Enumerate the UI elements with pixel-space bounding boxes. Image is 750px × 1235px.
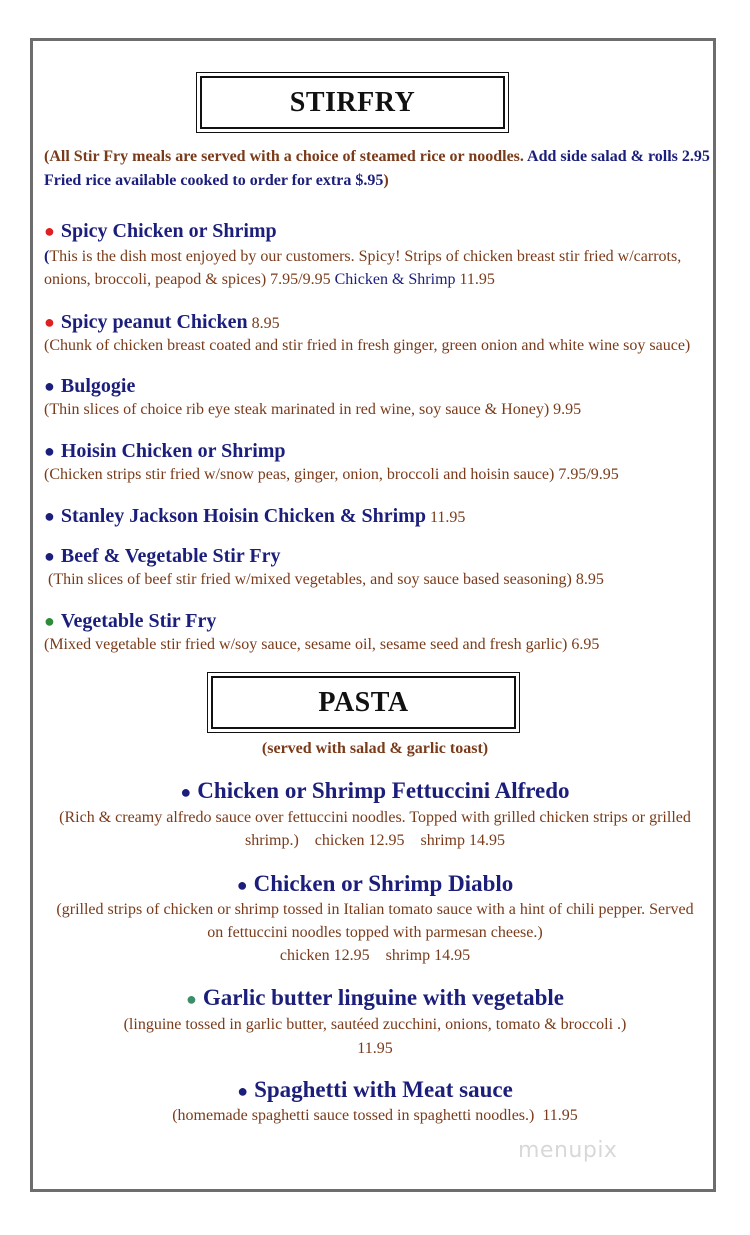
item-description: (Thin slices of choice rib eye steak marinated in red wine, soy sauce & Honey) 9.95 [44,401,582,418]
stirfry-item [44,505,465,528]
item-name: Vegetable Stir Fry [60,610,217,632]
menupix-watermark: menupix [518,1138,618,1163]
item-price: 8.95 [251,315,280,332]
item-name: Spicy peanut Chicken [60,311,248,333]
bullet-icon: ● [44,506,55,526]
item-description: (Thin slices of beef stir fried w/mixed vegetables, and soy sauce based seasoning) 8.95 [48,571,604,588]
stirfry-title: STIRFRY [200,76,505,129]
pasta-title-box [207,672,520,733]
item-name: Chicken or Shrimp Diablo [253,871,514,896]
item-description: (Chunk of chicken breast coated and stir fried in fresh ginger, green onion and white wine soy sauce) [44,337,691,354]
stirfry-note-close: ) [383,172,389,189]
item-name: Chicken or Shrimp Fettuccini Alfredo [197,778,570,803]
pasta-title: PASTA [211,676,516,729]
bullet-icon: ● [44,376,55,396]
item-desc-line2: onions, broccoli, peapod & spices) 7.95/9.95 [44,271,331,288]
item-description: chicken 12.95 shrimp 14.95 [279,947,471,964]
bullet-icon: ● [237,1081,249,1101]
pasta-item [30,1077,720,1103]
item-name: Hoisin Chicken or Shrimp [60,440,286,462]
item-description: on fettuccini noodles topped with parmesan cheese.) [207,924,543,941]
item-description: (homemade spaghetti sauce tossed in spaghetti noodles.) 11.95 [172,1107,578,1124]
bullet-icon: ● [44,312,55,332]
stirfry-note-fried-rice: Fried rice available cooked to order for extra $.95 [44,172,384,189]
item-description: (Chicken strips stir fried w/snow peas, ginger, onion, broccoli and hoisin sauce) 7.95/9.95 [44,466,619,483]
pasta-item [30,871,720,897]
bullet-icon: ● [44,546,55,566]
stirfry-item [44,440,286,463]
item-name: Spicy Chicken or Shrimp [60,220,277,242]
bullet-icon: ● [185,989,197,1009]
bullet-icon: ● [44,221,55,241]
item-name: Garlic butter linguine with vegetable [202,985,565,1010]
item-description: (grilled strips of chicken or shrimp tossed in Italian tomato sauce with a hint of chili pepper. Served [56,901,694,918]
item-description-2 [44,271,495,289]
item-description: (Mixed vegetable stir fried w/soy sauce, sesame oil, sesame seed and fresh garlic) 6.95 [44,636,600,653]
item-desc-line1: This is the dish most enjoyed by our customers. Spicy! Strips of chicken breast stir fried w/carrots, [49,248,682,265]
stirfry-item [44,220,277,243]
stirfry-title-box [196,72,509,133]
stirfry-item [44,375,135,398]
stirfry-item [44,545,280,568]
item-description: shrimp.) chicken 12.95 shrimp 14.95 [245,832,505,849]
item-name: Stanley Jackson Hoisin Chicken & Shrimp [60,505,426,527]
bullet-icon: ● [44,441,55,461]
desc-open-paren: ( [44,248,50,265]
stirfry-note-rice: (All Stir Fry meals are served with a choice of steamed rice or noodles. [44,148,524,165]
item-price: 11.95 [429,509,466,526]
item-description: (linguine tossed in garlic butter, sautéed zucchini, onions, tomato & broccoli .) [123,1016,627,1033]
item-description: 11.95 [357,1040,393,1057]
stirfry-note-line1 [44,148,710,166]
item-desc-combo-price: 11.95 [459,271,495,288]
item-name: Beef & Vegetable Stir Fry [60,545,281,567]
item-description [44,248,681,266]
item-description: (Rich & creamy alfredo sauce over fettuccini noodles. Topped with grilled chicken strips or grilled [59,809,691,826]
bullet-icon: ● [44,611,55,631]
item-name: Spaghetti with Meat sauce [254,1077,513,1102]
pasta-item [30,985,720,1011]
item-desc-combo: Chicken & Shrimp [334,271,456,288]
item-name: Bulgogie [60,375,136,397]
bullet-icon: ● [180,782,192,802]
stirfry-item [44,610,216,633]
bullet-icon: ● [236,875,248,895]
stirfry-note-line2 [44,172,389,190]
stirfry-item [44,311,280,334]
stirfry-note-salad: Add side salad & rolls 2.95 [527,148,710,165]
pasta-note: (served with salad & garlic toast) [261,740,489,757]
pasta-item [30,778,720,804]
